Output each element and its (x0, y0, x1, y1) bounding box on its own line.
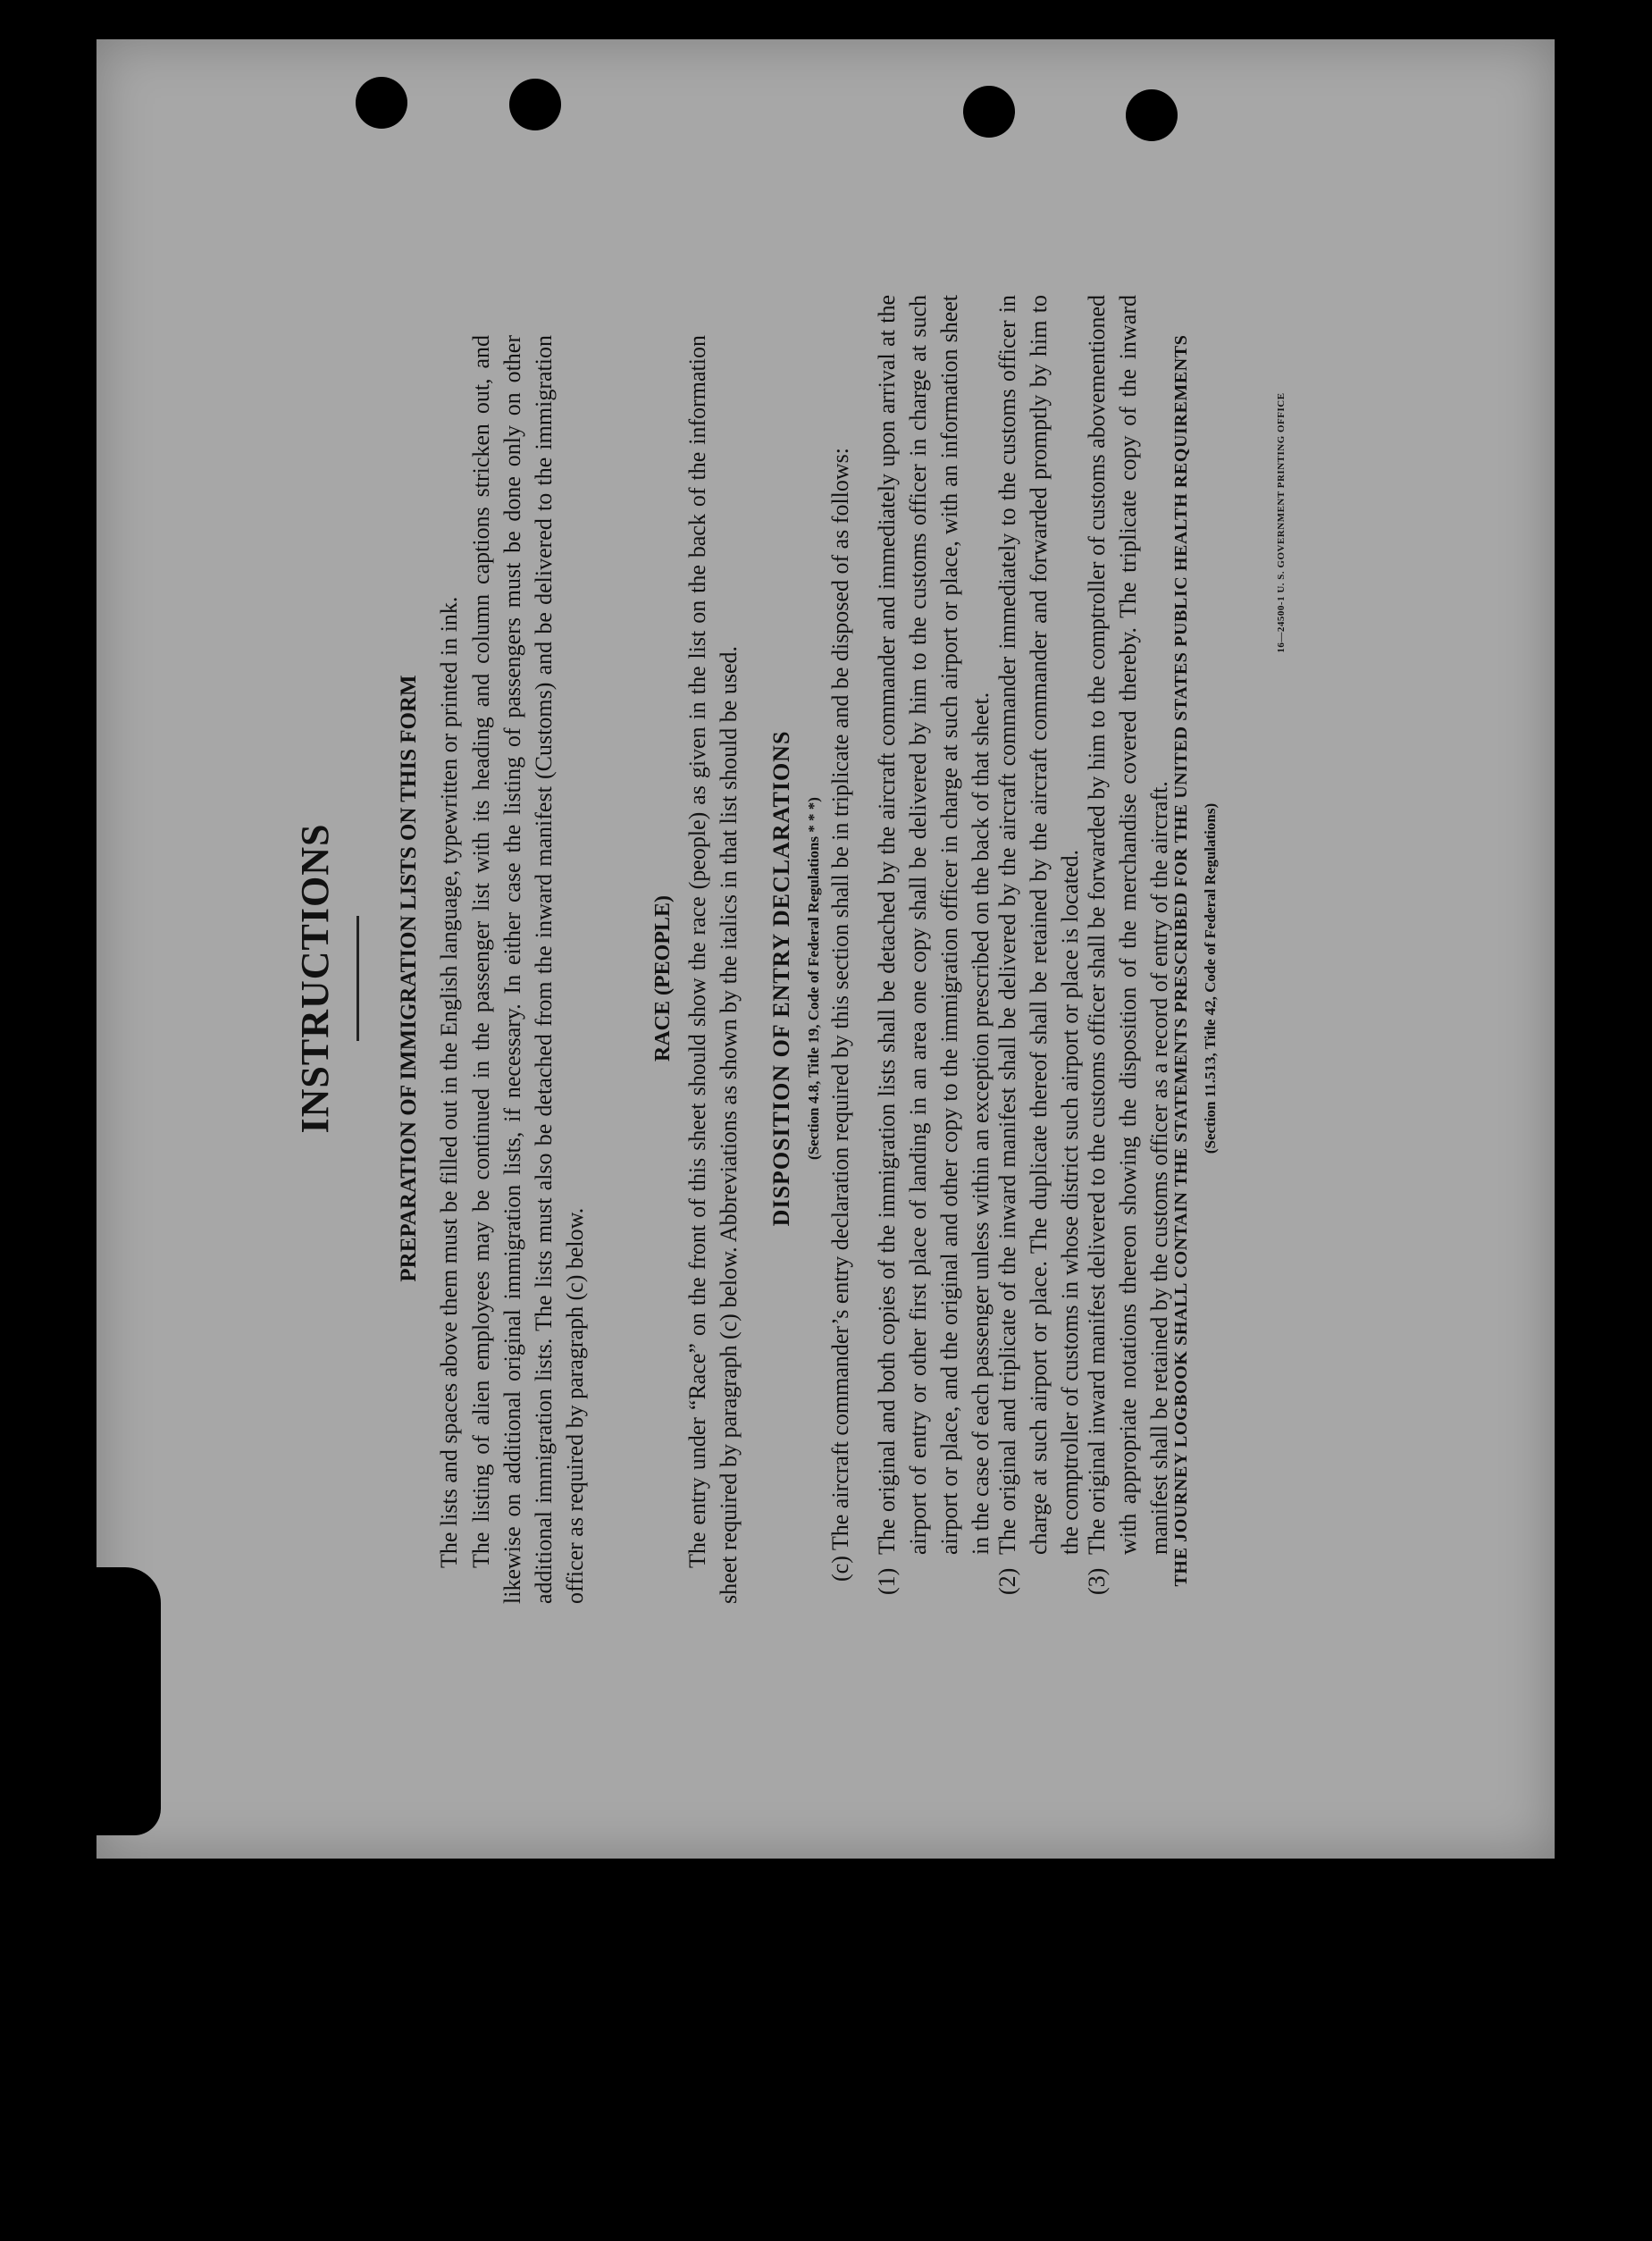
list-item: (3) The original inward manifest delivered to the customs officer shall be forwarded by him to the comptroller of customs abovementioned with appropriate notations thereon showing the disposition of the merchandise covered thereby. The triplicate copy of the inward manifest shall be retained by the customs officer as a record of entry of the aircraft. (1084, 295, 1172, 1595)
race-heading: RACE (PEOPLE) (651, 895, 675, 1062)
prep-paragraph-2: The listing of alien employees may be continued in the passenger list with its heading and column captions stricken out, and likewise on additional original immigration lists, if necessary. In either case the listing of passengers must be done only on other additional immigration lists. The lists must also be detached from the inward manifest (Customs) and be delivered to the immigration officer as required by paragraph (c) below. (468, 335, 588, 1604)
punch-hole (356, 77, 407, 129)
title-rule (356, 916, 359, 1041)
torn-edge (88, 1567, 161, 1835)
punch-hole (1126, 89, 1178, 141)
paragraph-c: (c) The aircraft commander’s entry declaration required by this section shall be in triplicate and be disposed of as follows: (827, 447, 853, 1582)
list-item: (1) The original and both copies of the immigration lists shall be detached by the aircraft commander and immediately upon arrival at the airport of entry or other first place of landing in an area one copy shall be delivered by him to the customs officer in charge at such airport or place, and the original and other copy to the immigration officer in charge at such airport or place, with an information sheet in the case of each passenger unless within an exception prescribed on the back of that sheet. (874, 295, 994, 1595)
punch-hole (509, 79, 561, 130)
rotated-content (264, 255, 1287, 1702)
prep-paragraph-1: The lists and spaces above them must be filled out in the English language, typewritten or printed in ink. (436, 596, 462, 1568)
disposition-heading: DISPOSITION OF ENTRY DECLARATIONS (768, 730, 794, 1227)
journey-section: (Section 11.513, Title 42, Code of Federal Regulations) (1202, 802, 1219, 1154)
printer-line: 16—24500-1 U. S. GOVERNMENT PRINTING OFFICE (1276, 392, 1287, 653)
race-paragraph: The entry under “Race” on the front of this sheet should show the race (people) as given in the list on the back of the information sheet required by paragraph (c) below. Abbreviations as shown by the italics in that list should be used. (684, 335, 742, 1604)
list-item: (2) The original and triplicate of the inward manifest shall be delivered by the aircraft commander immediately to the customs officer in charge at such airport or place. The duplicate thereof shall be retained by the aircraft commander and forwarded promptly by him to the comptroller of customs in whose district such airport or place is located. (994, 295, 1083, 1595)
punch-hole (963, 86, 1015, 138)
prep-heading: PREPARATION OF IMMIGRATION LISTS ON THIS FORM (397, 675, 421, 1282)
journey-heading: THE JOURNEY LOGBOOK SHALL CONTAIN THE STATEMENTS PRESCRIBED FOR THE UNITED STATES PUBLIC HEALTH REQUIREMENTS (1171, 334, 1191, 1587)
document-title: INSTRUCTIONS (293, 823, 337, 1134)
disposition-section: (Section 4.8, Title 19, Code of Federal Regulations * * *) (805, 797, 822, 1160)
